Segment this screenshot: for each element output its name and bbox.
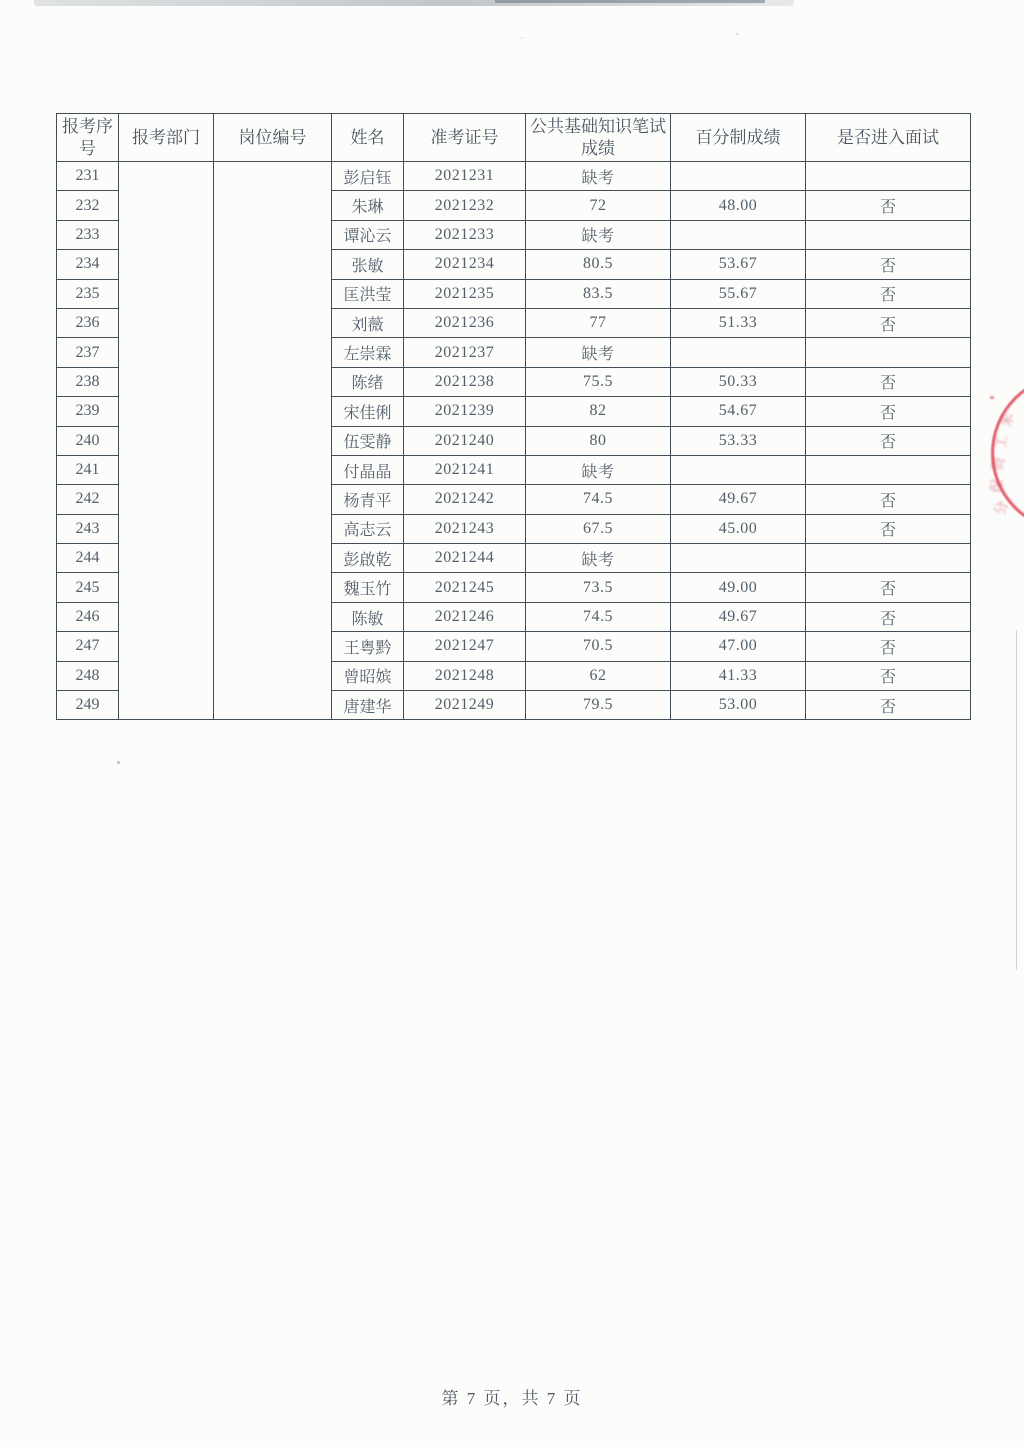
exam-id-cell: 2021235	[404, 279, 526, 308]
interview-cell	[806, 220, 971, 249]
written-score-cell: 80.5	[526, 250, 671, 279]
written-score-cell: 75.5	[526, 367, 671, 396]
interview-cell: 否	[806, 426, 971, 455]
scan-artifact-right-edge	[1016, 630, 1017, 970]
name-cell: 陈敏	[332, 602, 404, 631]
applicant-no-cell: 236	[57, 308, 119, 337]
col-header-applicant-no: 报考序号	[57, 114, 119, 162]
percent-score-cell: 53.33	[671, 426, 806, 455]
exam-id-cell: 2021241	[404, 455, 526, 484]
percent-score-cell: 49.67	[671, 602, 806, 631]
exam-id-cell: 2021232	[404, 191, 526, 220]
col-header-interview: 是否进入面试	[806, 114, 971, 162]
applicant-no-cell: 232	[57, 191, 119, 220]
stamp-ink-dot	[990, 396, 994, 399]
interview-cell	[806, 544, 971, 573]
written-score-cell: 82	[526, 397, 671, 426]
interview-cell	[806, 162, 971, 191]
percent-score-cell	[671, 544, 806, 573]
name-cell: 彭啟乾	[332, 544, 404, 573]
applicant-no-cell: 243	[57, 514, 119, 543]
written-score-cell: 67.5	[526, 514, 671, 543]
percent-score-cell	[671, 220, 806, 249]
percent-score-cell: 49.00	[671, 573, 806, 602]
col-header-position-code: 岗位编号	[214, 114, 332, 162]
name-cell: 刘薇	[332, 308, 404, 337]
percent-score-cell: 53.00	[671, 691, 806, 720]
stamp-character: 保	[989, 478, 1008, 495]
stamp-character: 资	[990, 456, 1009, 473]
exam-id-cell: 2021238	[404, 367, 526, 396]
applicant-no-cell: 239	[57, 397, 119, 426]
exam-id-cell: 2021240	[404, 426, 526, 455]
written-score-cell: 缺考	[526, 455, 671, 484]
applicant-no-cell: 237	[57, 338, 119, 367]
written-score-cell: 79.5	[526, 691, 671, 720]
page-footer: 第 7 页，共 7 页	[441, 1389, 583, 1408]
applicant-no-cell: 233	[57, 220, 119, 249]
scan-speck	[117, 761, 120, 764]
interview-cell: 否	[806, 691, 971, 720]
name-cell: 宋佳俐	[332, 397, 404, 426]
exam-id-cell: 2021248	[404, 661, 526, 690]
percent-score-cell	[671, 455, 806, 484]
name-cell: 高志云	[332, 514, 404, 543]
interview-cell	[806, 455, 971, 484]
name-cell: 曾昭嫔	[332, 661, 404, 690]
name-cell: 谭沁云	[332, 220, 404, 249]
applicant-no-cell: 238	[57, 367, 119, 396]
written-score-cell: 缺考	[526, 338, 671, 367]
interview-cell: 否	[806, 250, 971, 279]
exam-results-table	[56, 113, 971, 720]
interview-cell: 否	[806, 514, 971, 543]
applicant-no-cell: 246	[57, 602, 119, 631]
percent-score-cell: 49.67	[671, 485, 806, 514]
interview-cell: 否	[806, 308, 971, 337]
applicant-no-cell: 235	[57, 279, 119, 308]
percent-score-cell: 48.00	[671, 191, 806, 220]
col-header-name: 姓名	[332, 114, 404, 162]
exam-id-cell: 2021244	[404, 544, 526, 573]
percent-score-cell: 55.67	[671, 279, 806, 308]
interview-cell: 否	[806, 279, 971, 308]
percent-score-cell	[671, 338, 806, 367]
percent-score-cell	[671, 162, 806, 191]
applicant-no-cell: 240	[57, 426, 119, 455]
exam-id-cell: 2021233	[404, 220, 526, 249]
name-cell: 陈绪	[332, 367, 404, 396]
applicant-no-cell: 249	[57, 691, 119, 720]
percent-score-cell: 45.00	[671, 514, 806, 543]
written-score-cell: 80	[526, 426, 671, 455]
applicant-no-cell: 248	[57, 661, 119, 690]
stamp-character: 米	[999, 412, 1018, 429]
name-cell: 伍雯静	[332, 426, 404, 455]
stamp-character: 分	[993, 500, 1012, 517]
exam-id-cell: 2021249	[404, 691, 526, 720]
interview-cell: 否	[806, 602, 971, 631]
name-cell: 左崇霖	[332, 338, 404, 367]
interview-cell: 否	[806, 661, 971, 690]
name-cell: 杨青平	[332, 485, 404, 514]
written-score-cell: 缺考	[526, 544, 671, 573]
position-code-cell	[214, 162, 332, 720]
percent-score-cell: 50.33	[671, 367, 806, 396]
name-cell: 朱琳	[332, 191, 404, 220]
exam-id-cell: 2021243	[404, 514, 526, 543]
name-cell: 唐建华	[332, 691, 404, 720]
percent-score-cell: 51.33	[671, 308, 806, 337]
interview-cell: 否	[806, 573, 971, 602]
scan-speck	[521, 37, 523, 39]
exam-id-cell: 2021242	[404, 485, 526, 514]
interview-cell: 否	[806, 632, 971, 661]
exam-id-cell: 2021231	[404, 162, 526, 191]
interview-cell: 否	[806, 485, 971, 514]
applicant-no-cell: 245	[57, 573, 119, 602]
name-cell: 彭启钰	[332, 162, 404, 191]
applicant-no-cell: 234	[57, 250, 119, 279]
exam-id-cell: 2021234	[404, 250, 526, 279]
interview-cell: 否	[806, 191, 971, 220]
written-score-cell: 74.5	[526, 602, 671, 631]
written-score-cell: 缺考	[526, 162, 671, 191]
department-cell	[119, 162, 214, 720]
scan-speck	[736, 33, 739, 35]
name-cell: 付晶晶	[332, 455, 404, 484]
percent-score-cell: 47.00	[671, 632, 806, 661]
written-score-cell: 73.5	[526, 573, 671, 602]
name-cell: 王粤黔	[332, 632, 404, 661]
name-cell: 魏玉竹	[332, 573, 404, 602]
applicant-no-cell: 247	[57, 632, 119, 661]
table-row	[57, 162, 971, 191]
applicant-no-cell: 244	[57, 544, 119, 573]
written-score-cell: 62	[526, 661, 671, 690]
exam-id-cell: 2021245	[404, 573, 526, 602]
official-red-seal-partial	[984, 370, 1024, 540]
col-header-exam-id: 准考证号	[404, 114, 526, 162]
name-cell: 匡洪莹	[332, 279, 404, 308]
percent-score-cell: 53.67	[671, 250, 806, 279]
written-score-cell: 83.5	[526, 279, 671, 308]
exam-id-cell: 2021236	[404, 308, 526, 337]
stamp-circle-arc	[991, 374, 1024, 532]
col-header-written-score: 公共基础知识笔试成绩	[526, 114, 671, 162]
written-score-cell: 74.5	[526, 485, 671, 514]
percent-score-cell: 54.67	[671, 397, 806, 426]
applicant-no-cell: 242	[57, 485, 119, 514]
applicant-no-cell: 231	[57, 162, 119, 191]
exam-id-cell: 2021247	[404, 632, 526, 661]
written-score-cell: 77	[526, 308, 671, 337]
written-score-cell: 缺考	[526, 220, 671, 249]
written-score-cell: 70.5	[526, 632, 671, 661]
percent-score-cell: 41.33	[671, 661, 806, 690]
interview-cell	[806, 338, 971, 367]
exam-id-cell: 2021239	[404, 397, 526, 426]
applicant-no-cell: 241	[57, 455, 119, 484]
exam-id-cell: 2021237	[404, 338, 526, 367]
col-header-department: 报考部门	[119, 114, 214, 162]
written-score-cell: 72	[526, 191, 671, 220]
interview-cell: 否	[806, 397, 971, 426]
col-header-percent-score: 百分制成绩	[671, 114, 806, 162]
header-row	[57, 114, 971, 162]
stamp-character: 工	[993, 434, 1012, 451]
name-cell: 张敏	[332, 250, 404, 279]
scan-artifact-top-dark	[495, 0, 765, 3]
exam-id-cell: 2021246	[404, 602, 526, 631]
interview-cell: 否	[806, 367, 971, 396]
